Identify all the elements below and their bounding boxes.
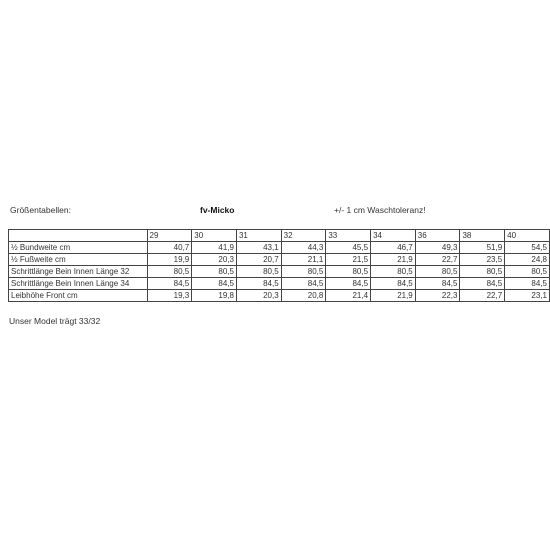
- value-cell: 84,5: [415, 278, 460, 290]
- row-label: Leibhöhe Front cm: [9, 290, 148, 302]
- value-cell: 44,3: [281, 242, 326, 254]
- size-header-cell: 38: [460, 230, 505, 242]
- table-row: [9, 290, 550, 302]
- value-cell: 23,5: [460, 254, 505, 266]
- value-cell: 80,5: [147, 266, 192, 278]
- row-label: ½ Bundweite cm: [9, 242, 148, 254]
- value-cell: 40,7: [147, 242, 192, 254]
- value-cell: 43,1: [236, 242, 281, 254]
- size-table-label: Größentabellen:: [10, 205, 71, 215]
- value-cell: 80,5: [326, 266, 371, 278]
- size-header-cell: 40: [505, 230, 550, 242]
- value-cell: 21,9: [371, 290, 416, 302]
- value-cell: 84,5: [236, 278, 281, 290]
- value-cell: 19,8: [192, 290, 237, 302]
- wash-tolerance-note: +/- 1 cm Waschtoleranz!: [334, 205, 426, 215]
- value-cell: 80,5: [415, 266, 460, 278]
- value-cell: 84,5: [371, 278, 416, 290]
- value-cell: 84,5: [281, 278, 326, 290]
- value-cell: 22,7: [415, 254, 460, 266]
- table-row: [9, 266, 550, 278]
- value-cell: 46,7: [371, 242, 416, 254]
- value-cell: 19,9: [147, 254, 192, 266]
- value-cell: 23,1: [505, 290, 550, 302]
- table-row: [9, 254, 550, 266]
- size-header-row: [9, 230, 550, 242]
- size-header-cell: 29: [147, 230, 192, 242]
- value-cell: 22,3: [415, 290, 460, 302]
- row-label: Schrittlänge Bein Innen Länge 34: [9, 278, 148, 290]
- value-cell: 20,7: [236, 254, 281, 266]
- value-cell: 21,4: [326, 290, 371, 302]
- value-cell: 80,5: [192, 266, 237, 278]
- value-cell: 54,5: [505, 242, 550, 254]
- value-cell: 80,5: [371, 266, 416, 278]
- value-cell: 80,5: [281, 266, 326, 278]
- table-row: [9, 242, 550, 254]
- value-cell: 41,9: [192, 242, 237, 254]
- value-cell: 80,5: [236, 266, 281, 278]
- value-cell: 80,5: [460, 266, 505, 278]
- value-cell: 84,5: [326, 278, 371, 290]
- corner-cell: [9, 230, 148, 242]
- value-cell: 20,3: [192, 254, 237, 266]
- size-header-cell: 34: [371, 230, 416, 242]
- value-cell: 21,5: [326, 254, 371, 266]
- value-cell: 22,7: [460, 290, 505, 302]
- value-cell: 20,3: [236, 290, 281, 302]
- size-header-cell: 32: [281, 230, 326, 242]
- value-cell: 84,5: [505, 278, 550, 290]
- model-size-note: Unser Model trägt 33/32: [9, 316, 101, 326]
- row-label: Schrittlänge Bein Innen Länge 32: [9, 266, 148, 278]
- size-table: [8, 229, 550, 302]
- table-header-row: [8, 205, 548, 219]
- model-name: fv-Micko: [200, 205, 235, 215]
- value-cell: 19,3: [147, 290, 192, 302]
- value-cell: 84,5: [192, 278, 237, 290]
- value-cell: 49,3: [415, 242, 460, 254]
- value-cell: 20,8: [281, 290, 326, 302]
- value-cell: 80,5: [505, 266, 550, 278]
- value-cell: 51,9: [460, 242, 505, 254]
- value-cell: 84,5: [460, 278, 505, 290]
- size-header-cell: 31: [236, 230, 281, 242]
- size-header-cell: 36: [415, 230, 460, 242]
- value-cell: 21,1: [281, 254, 326, 266]
- size-header-cell: 30: [192, 230, 237, 242]
- value-cell: 45,5: [326, 242, 371, 254]
- row-label: ½ Fußweite cm: [9, 254, 148, 266]
- table-row: [9, 278, 550, 290]
- size-header-cell: 33: [326, 230, 371, 242]
- value-cell: 21,9: [371, 254, 416, 266]
- value-cell: 24,8: [505, 254, 550, 266]
- value-cell: 84,5: [147, 278, 192, 290]
